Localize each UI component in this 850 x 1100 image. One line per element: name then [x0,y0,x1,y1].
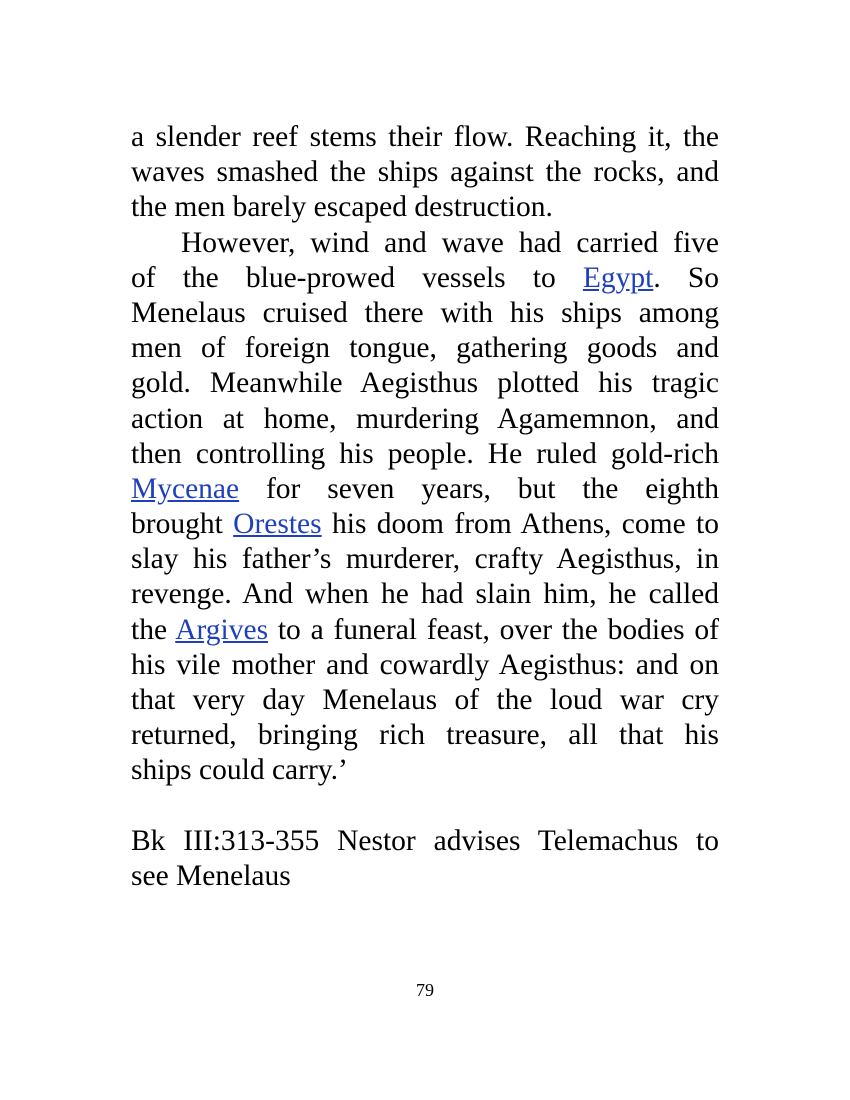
page-number: 79 [416,980,434,1000]
text-segment: the [131,613,176,646]
text-line: waves smashed the ships against the rocks, and [131,156,719,189]
text-line [131,507,719,542]
text-line: returned, bringing rich treasure, all that his [131,719,719,752]
text-segment: for seven years, but the eighth [239,472,719,505]
heading-line: see Menelaus [131,859,291,892]
heading-line: Bk III:313-355 Nestor advises Telemachus to [131,824,719,857]
link-argives[interactable]: Argives [175,613,269,646]
text-line: However, wind and wave had carried five [181,226,719,259]
paragraph [131,226,719,789]
link-egypt[interactable]: Egypt [582,261,654,294]
text-segment: to a funeral feast, over the bodies of [268,613,719,646]
text-line: his vile mother and cowardly Aegisthus: and on [131,648,719,681]
text-line [131,613,719,648]
text-line: men of foreign tongue, gathering goods and [131,332,719,365]
text-line: revenge. And when he had slain him, he called [131,578,719,611]
text-line [131,472,719,507]
text-line: Menelaus cruised there with his ships among [131,296,719,329]
link-mycenae[interactable]: Mycenae [131,472,240,505]
section-heading [131,824,719,894]
text-line [131,261,719,296]
link-orestes[interactable]: Orestes [233,508,322,541]
page-body [131,120,719,894]
text-line: that very day Menelaus of the loud war cry [131,684,719,716]
text-segment: . So [653,261,719,294]
text-line: the men barely escaped destruction. [131,191,553,224]
text-line: slay his father’s murderer, crafty Aegisthus, in [131,543,719,576]
text-line: then controlling his people. He ruled gold-rich [131,437,719,470]
text-line: action at home, murdering Agamemnon, and [131,402,719,435]
text-segment: of the blue-prowed vessels to [131,261,583,294]
text-line: a slender reef stems their flow. Reaching it, the [131,121,719,153]
text-line: ships could carry.’ [131,754,348,787]
paragraph [131,120,719,226]
text-line: gold. Meanwhile Aegisthus plotted his tragic [131,367,719,400]
text-segment: brought [131,508,234,541]
text-segment: his doom from Athens, come to [321,508,719,541]
